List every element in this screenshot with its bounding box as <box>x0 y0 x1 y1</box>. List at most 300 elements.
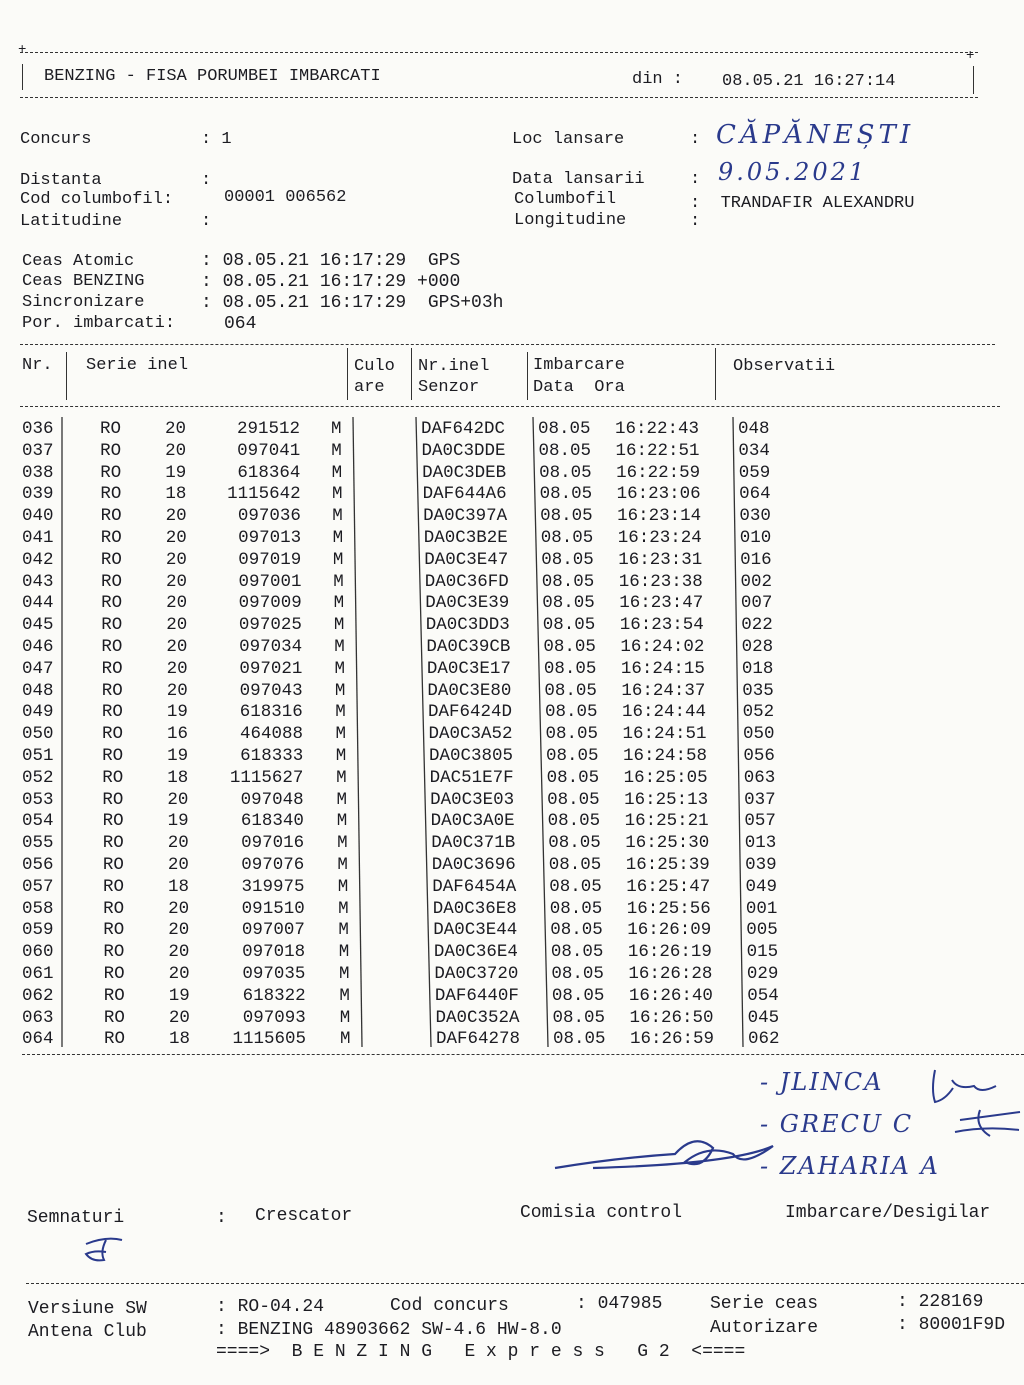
boarding-time: 16:24:37 <box>621 680 706 701</box>
row-number: 062 <box>22 985 54 1006</box>
ring-number: 618340 <box>240 811 304 832</box>
ring-country: RO <box>103 898 125 919</box>
semnaturi-colon: : <box>216 1208 227 1228</box>
boarding-time: 16:26:40 <box>628 985 713 1006</box>
observation: 037 <box>744 789 776 810</box>
boarding-time: 16:25:39 <box>625 854 710 875</box>
observation: 054 <box>747 985 779 1006</box>
col-header-culoare-2: are <box>354 378 385 397</box>
observation: 050 <box>743 724 775 745</box>
row-number: 052 <box>22 767 54 788</box>
observation: 039 <box>745 854 777 875</box>
boarding-date: 08.05 <box>545 702 598 723</box>
sincronizare-value: : 08.05.21 16:17:29 GPS+03h <box>201 293 504 313</box>
sensor-id: DAF644A6 <box>422 484 507 505</box>
document-title: BENZING - FISA PORUMBEI IMBARCATI <box>44 67 381 86</box>
ring-number: 097034 <box>239 636 303 657</box>
row-number: 049 <box>22 702 54 723</box>
row-number: 059 <box>22 920 54 941</box>
sensor-id: DAC51E7F <box>429 767 514 788</box>
observation: 045 <box>747 1007 780 1028</box>
sensor-id: DA0C3DEB <box>422 462 507 483</box>
boarding-date: 08.05 <box>546 745 599 766</box>
boarding-date: 08.05 <box>543 658 597 679</box>
observation: 028 <box>741 636 774 657</box>
ring-number: 097093 <box>242 1007 306 1028</box>
ring-year: 19 <box>165 462 187 483</box>
sex: M <box>338 898 349 919</box>
boarding-time: 16:22:43 <box>615 419 700 439</box>
boarding-date: 08.05 <box>551 963 604 984</box>
row-number: 047 <box>22 658 54 679</box>
ring-country: RO <box>101 593 123 614</box>
concurs-value: : 1 <box>201 130 232 149</box>
boarding-time: 16:24:58 <box>623 745 708 766</box>
boarding-date: 08.05 <box>538 440 592 461</box>
sex: M <box>332 484 343 505</box>
sex: M <box>337 833 348 854</box>
cod-concurs-label: Cod concurs <box>390 1296 509 1316</box>
ring-year: 19 <box>166 702 188 723</box>
row-number: 061 <box>22 963 54 984</box>
ring-country: RO <box>102 833 124 854</box>
observation: 048 <box>738 419 770 439</box>
sep-sensor <box>416 417 431 1047</box>
ring-country: RO <box>100 462 122 483</box>
table-col-sep <box>411 348 412 400</box>
observation: 059 <box>738 462 771 483</box>
ring-number: 618333 <box>240 745 304 766</box>
ring-number: 097016 <box>241 833 305 854</box>
boarding-date: 08.05 <box>551 985 605 1006</box>
ring-year: 18 <box>169 1029 191 1050</box>
sex: M <box>339 1007 351 1028</box>
ring-country: RO <box>103 1007 125 1028</box>
sex: M <box>339 985 350 1006</box>
observation: 001 <box>745 898 778 919</box>
antena-club-value: : BENZING 48903662 SW-4.6 HW-8.0 <box>216 1320 562 1340</box>
observation: 029 <box>746 963 779 984</box>
observation: 062 <box>748 1029 780 1050</box>
table-col-sep <box>527 352 528 400</box>
sex: M <box>336 767 347 788</box>
longitudine-label: Longitudine <box>514 211 627 230</box>
sensor-id: DAF6440F <box>434 985 519 1006</box>
boarding-time: 16:25:56 <box>626 898 711 919</box>
boarding-date: 08.05 <box>539 484 593 505</box>
observation: 030 <box>739 506 771 527</box>
signature-zaharia <box>555 1141 773 1168</box>
sex: M <box>331 440 342 461</box>
sensor-id: DA0C3E03 <box>430 789 515 810</box>
observation: 013 <box>744 833 777 854</box>
observation: 022 <box>741 615 773 636</box>
sensor-id: DAF6424D <box>428 702 513 723</box>
semnaturi-label: Semnaturi <box>27 1208 125 1228</box>
sex: M <box>336 811 348 832</box>
sex: M <box>332 527 344 548</box>
ring-number: 097021 <box>239 658 303 679</box>
observation: 057 <box>744 811 776 832</box>
row-number: 050 <box>22 724 54 745</box>
observation: 064 <box>739 484 771 505</box>
sex: M <box>332 549 344 570</box>
ceas-atomic-label: Ceas Atomic <box>22 252 135 271</box>
boarding-date: 08.05 <box>548 854 602 875</box>
ring-year: 20 <box>167 789 189 810</box>
table-body-lines <box>0 415 1024 1055</box>
boarding-date: 08.05 <box>541 549 594 570</box>
boarding-time: 16:26:09 <box>627 920 712 941</box>
row-number: 038 <box>22 462 54 483</box>
corner-plus: + <box>966 48 975 64</box>
cod-concurs-value: : 047985 <box>576 1294 663 1314</box>
boarding-time: 16:26:19 <box>627 942 712 963</box>
sensor-id: DA0C3805 <box>429 745 514 766</box>
observation: 056 <box>743 745 775 766</box>
ring-country: RO <box>100 419 122 439</box>
observation: 007 <box>740 593 773 614</box>
ring-country: RO <box>102 767 124 788</box>
ring-number: 097001 <box>238 571 302 592</box>
sensor-id: DA0C352A <box>435 1007 520 1028</box>
boarding-date: 08.05 <box>550 942 604 963</box>
ring-number: 097018 <box>242 942 306 963</box>
boarding-time: 16:26:28 <box>628 963 713 984</box>
ceas-benzing-value: : 08.05.21 16:17:29 +000 <box>201 272 461 292</box>
ring-country: RO <box>102 854 124 875</box>
observation: 034 <box>738 440 770 461</box>
table-col-sep <box>347 348 348 400</box>
porumbei-imbarcati-label: Por. imbarcati: <box>22 314 176 333</box>
ring-year: 20 <box>165 419 187 439</box>
row-number: 044 <box>22 593 54 614</box>
sensor-id: DA0C3E47 <box>424 549 509 570</box>
ring-year: 20 <box>167 833 189 854</box>
sex: M <box>332 506 343 527</box>
boarding-time: 16:23:31 <box>618 549 703 570</box>
boarding-time: 16:25:47 <box>626 876 711 897</box>
boarding-time: 16:23:38 <box>618 571 703 592</box>
boarding-date: 08.05 <box>545 724 599 745</box>
row-number: 057 <box>22 876 54 897</box>
boarding-date: 08.05 <box>544 680 597 701</box>
loc-lansare-colon: : <box>690 130 701 149</box>
ring-number: 097025 <box>238 615 302 636</box>
serie-ceas-label: Serie ceas <box>710 1294 819 1314</box>
ring-year: 20 <box>166 680 188 701</box>
crescator-signature <box>80 1232 130 1268</box>
header-right-bar <box>973 66 974 94</box>
columbofil-value: : TRANDAFIR ALEXANDRU <box>690 194 915 213</box>
observation: 063 <box>743 767 776 788</box>
sex: M <box>331 419 342 439</box>
row-number: 060 <box>22 942 54 963</box>
boarding-time: 16:22:51 <box>615 440 700 461</box>
versiune-sw-value: : RO-04.24 <box>216 1297 325 1317</box>
observation: 005 <box>746 920 778 941</box>
table-header-divider <box>20 406 1000 407</box>
sensor-id: DA0C397A <box>423 506 508 527</box>
ring-number: 1115627 <box>229 767 304 788</box>
ring-year: 20 <box>168 1007 190 1028</box>
versiune-sw-label: Versiune SW <box>28 1299 147 1319</box>
boarding-date: 08.05 <box>552 1007 606 1028</box>
ring-country: RO <box>101 680 123 701</box>
ring-year: 20 <box>166 636 188 657</box>
columbofil-label: Columbofil <box>514 190 617 209</box>
crescator-label: Crescator <box>255 1206 353 1226</box>
row-number: 055 <box>22 833 54 854</box>
sensor-id: DA0C3E39 <box>425 593 510 614</box>
ring-number: 097009 <box>238 593 302 614</box>
ring-number: 618364 <box>237 462 301 483</box>
sex: M <box>333 615 345 636</box>
row-number: 045 <box>22 615 54 636</box>
boarding-date: 08.05 <box>548 833 601 854</box>
boarding-time: 16:25:30 <box>625 833 710 854</box>
row-number: 039 <box>22 484 54 505</box>
boarding-date: 08.05 <box>542 593 595 614</box>
ring-country: RO <box>101 615 123 636</box>
ring-number: 1115642 <box>227 484 301 505</box>
ring-country: RO <box>103 942 125 963</box>
observation: 035 <box>742 680 774 701</box>
distanta-value: : <box>201 171 212 190</box>
boarding-date: 08.05 <box>547 789 600 810</box>
ring-country: RO <box>102 745 124 766</box>
sex: M <box>334 636 345 657</box>
col-header-senzor: Senzor <box>418 378 480 397</box>
sex: M <box>338 942 350 963</box>
sep-sex <box>353 417 362 1047</box>
ring-year: 20 <box>165 527 187 548</box>
sex: M <box>337 876 349 897</box>
observation: 016 <box>740 549 772 570</box>
boarding-date: 08.05 <box>547 811 601 832</box>
distanta-label: Distanta <box>20 171 102 190</box>
serie-ceas-value: : 228169 <box>897 1292 984 1312</box>
boarding-time: 16:23:54 <box>619 615 704 636</box>
autorizare-value: : 80001F9D <box>897 1315 1006 1335</box>
row-number: 042 <box>22 549 54 570</box>
sex: M <box>340 1029 351 1050</box>
ring-year: 20 <box>168 920 190 941</box>
ring-year: 20 <box>166 571 188 592</box>
sex: M <box>334 680 346 701</box>
col-header-culoare-1: Culo <box>354 357 395 376</box>
ring-year: 19 <box>167 811 189 832</box>
observation: 015 <box>746 942 779 963</box>
ring-number: 464088 <box>239 724 303 745</box>
observation: 049 <box>745 876 778 897</box>
row-number: 054 <box>22 811 54 832</box>
sensor-id: DAF642DC <box>421 419 506 439</box>
sep-date <box>533 417 548 1047</box>
ring-year: 18 <box>167 767 189 788</box>
row-number: 040 <box>22 506 54 527</box>
col-header-serie: Serie inel <box>86 356 189 375</box>
ring-number: 097036 <box>237 506 301 527</box>
data-lansarii-value: 9.05.2021 <box>718 158 868 186</box>
ring-number: 319975 <box>241 876 305 897</box>
header-bottom-border <box>20 97 978 98</box>
row-number: 037 <box>22 440 54 461</box>
sex: M <box>337 854 348 875</box>
boarding-time: 16:24:44 <box>622 702 707 723</box>
boarding-date: 08.05 <box>549 898 603 919</box>
observation: 018 <box>741 658 774 679</box>
antena-club-label: Antena Club <box>28 1322 147 1342</box>
loc-lansare-label: Loc lansare <box>512 130 625 149</box>
table-col-sep <box>66 352 67 400</box>
boarding-date: 08.05 <box>550 920 603 941</box>
ring-number: 097043 <box>239 680 303 701</box>
boarding-date: 08.05 <box>543 636 596 657</box>
print-datetime: 08.05.21 16:27:14 <box>722 72 896 91</box>
header-left-bar <box>22 64 23 90</box>
row-number: 064 <box>22 1029 54 1050</box>
boarding-time: 16:24:51 <box>622 724 707 745</box>
row-number: 041 <box>22 527 54 548</box>
boarding-date: 08.05 <box>541 571 595 592</box>
imbarcare-desigilare-label: Imbarcare/Desigilar <box>785 1203 991 1223</box>
data-lansarii-label: Data lansarii <box>512 170 645 189</box>
footer-top-border <box>26 1283 1024 1284</box>
sensor-id: DAF6454A <box>432 876 517 897</box>
sensor-id: DA0C3720 <box>434 963 519 984</box>
boarding-time: 16:22:59 <box>616 462 701 483</box>
handwritten-signatures <box>540 1050 1024 1200</box>
row-number: 056 <box>22 854 54 875</box>
row-number: 051 <box>22 745 54 766</box>
col-header-observatii: Observatii <box>733 357 836 376</box>
data-lansarii-colon: : <box>690 170 701 189</box>
committee-name-1: - JLINCA <box>760 1068 884 1096</box>
ring-year: 19 <box>167 745 189 766</box>
sensor-id: DA0C3B2E <box>423 527 508 548</box>
ring-number: 097041 <box>237 440 301 461</box>
committee-name-3: - ZAHARIA A <box>760 1152 940 1180</box>
sex: M <box>335 702 346 723</box>
sensor-id: DA0C36E8 <box>432 898 517 919</box>
ceas-benzing-label: Ceas BENZING <box>22 272 145 291</box>
ceas-atomic-value: : 08.05.21 16:17:29 GPS <box>201 251 461 271</box>
ring-country: RO <box>103 876 125 897</box>
sex: M <box>336 789 348 810</box>
boarding-time: 16:25:13 <box>624 789 709 810</box>
sex: M <box>335 745 347 766</box>
col-header-nrinel: Nr.inel <box>418 357 490 376</box>
ring-year: 20 <box>166 658 188 679</box>
din-label: din : <box>632 70 684 89</box>
ring-number: 097076 <box>241 854 305 875</box>
sensor-id: DA0C3E17 <box>426 658 511 679</box>
boarding-time: 16:25:21 <box>624 811 709 832</box>
boarding-time: 16:23:47 <box>619 593 704 614</box>
ring-year: 20 <box>168 898 190 919</box>
boarding-date: 08.05 <box>539 462 592 483</box>
sensor-id: DA0C39CB <box>426 636 511 657</box>
row-number: 048 <box>22 680 54 701</box>
ring-year: 16 <box>167 724 189 745</box>
autorizare-label: Autorizare <box>710 1318 819 1338</box>
ring-number: 291512 <box>236 419 300 439</box>
boarding-time: 16:23:06 <box>616 484 701 505</box>
ring-number: 097007 <box>241 920 305 941</box>
signature-jlinca <box>933 1070 996 1102</box>
sex: M <box>331 462 343 483</box>
ring-country: RO <box>101 571 123 592</box>
boarding-date: 08.05 <box>540 527 594 548</box>
ring-year: 20 <box>166 615 188 636</box>
observation: 010 <box>739 527 772 548</box>
ring-year: 20 <box>165 549 187 570</box>
sincronizare-label: Sincronizare <box>22 293 145 312</box>
comisia-control-label: Comisia control <box>520 1203 683 1223</box>
cod-columbofil-label: Cod columbofil: <box>20 190 174 209</box>
ring-country: RO <box>101 658 123 679</box>
sex: M <box>334 658 346 679</box>
sensor-id: DA0C3DD3 <box>425 615 510 636</box>
ring-country: RO <box>103 985 125 1006</box>
boarding-time: 16:24:02 <box>620 636 705 657</box>
row-number: 053 <box>22 789 54 810</box>
sensor-id: DA0C3E44 <box>433 920 518 941</box>
boarding-date: 08.05 <box>538 419 591 439</box>
ring-country: RO <box>100 484 122 505</box>
ring-year: 20 <box>168 963 190 984</box>
table-top-border <box>20 344 995 345</box>
ring-country: RO <box>101 636 123 657</box>
ring-number: 097048 <box>240 789 304 810</box>
observation: 052 <box>742 702 775 723</box>
boarding-date: 08.05 <box>553 1029 606 1050</box>
ring-country: RO <box>100 506 122 527</box>
ring-year: 19 <box>168 985 190 1006</box>
row-number: 036 <box>22 419 54 439</box>
boarding-date: 08.05 <box>546 767 600 788</box>
observation: 002 <box>740 571 773 592</box>
concurs-label: Concurs <box>20 130 92 149</box>
committee-name-2: - GRECU C <box>760 1110 914 1138</box>
ring-number: 091510 <box>241 898 305 919</box>
boarding-date: 08.05 <box>540 506 593 527</box>
ring-number: 1115605 <box>232 1029 306 1050</box>
boarding-date: 08.05 <box>549 876 602 897</box>
sex: M <box>333 571 344 592</box>
sex: M <box>333 593 345 614</box>
sensor-id: DA0C3E80 <box>427 680 512 701</box>
sensor-id: DAF64278 <box>436 1029 521 1050</box>
boarding-time: 16:25:05 <box>623 767 708 788</box>
sep-obs <box>733 417 743 1047</box>
cod-columbofil-value: 00001 006562 <box>224 188 347 207</box>
sensor-id: DA0C36E4 <box>433 942 518 963</box>
ring-country: RO <box>102 811 124 832</box>
ring-country: RO <box>100 549 122 570</box>
row-number: 046 <box>22 636 54 657</box>
header-top-border <box>20 52 978 53</box>
boarding-time: 16:23:24 <box>617 527 702 548</box>
ring-country: RO <box>104 1029 126 1050</box>
sex: M <box>335 724 347 745</box>
sensor-id: DA0C36FD <box>424 571 509 592</box>
loc-lansare-value: CĂPĂNEȘTI <box>716 120 915 150</box>
signature-grecu <box>955 1110 1020 1136</box>
col-header-data-ora: Data Ora <box>533 378 625 397</box>
sex: M <box>339 963 350 984</box>
